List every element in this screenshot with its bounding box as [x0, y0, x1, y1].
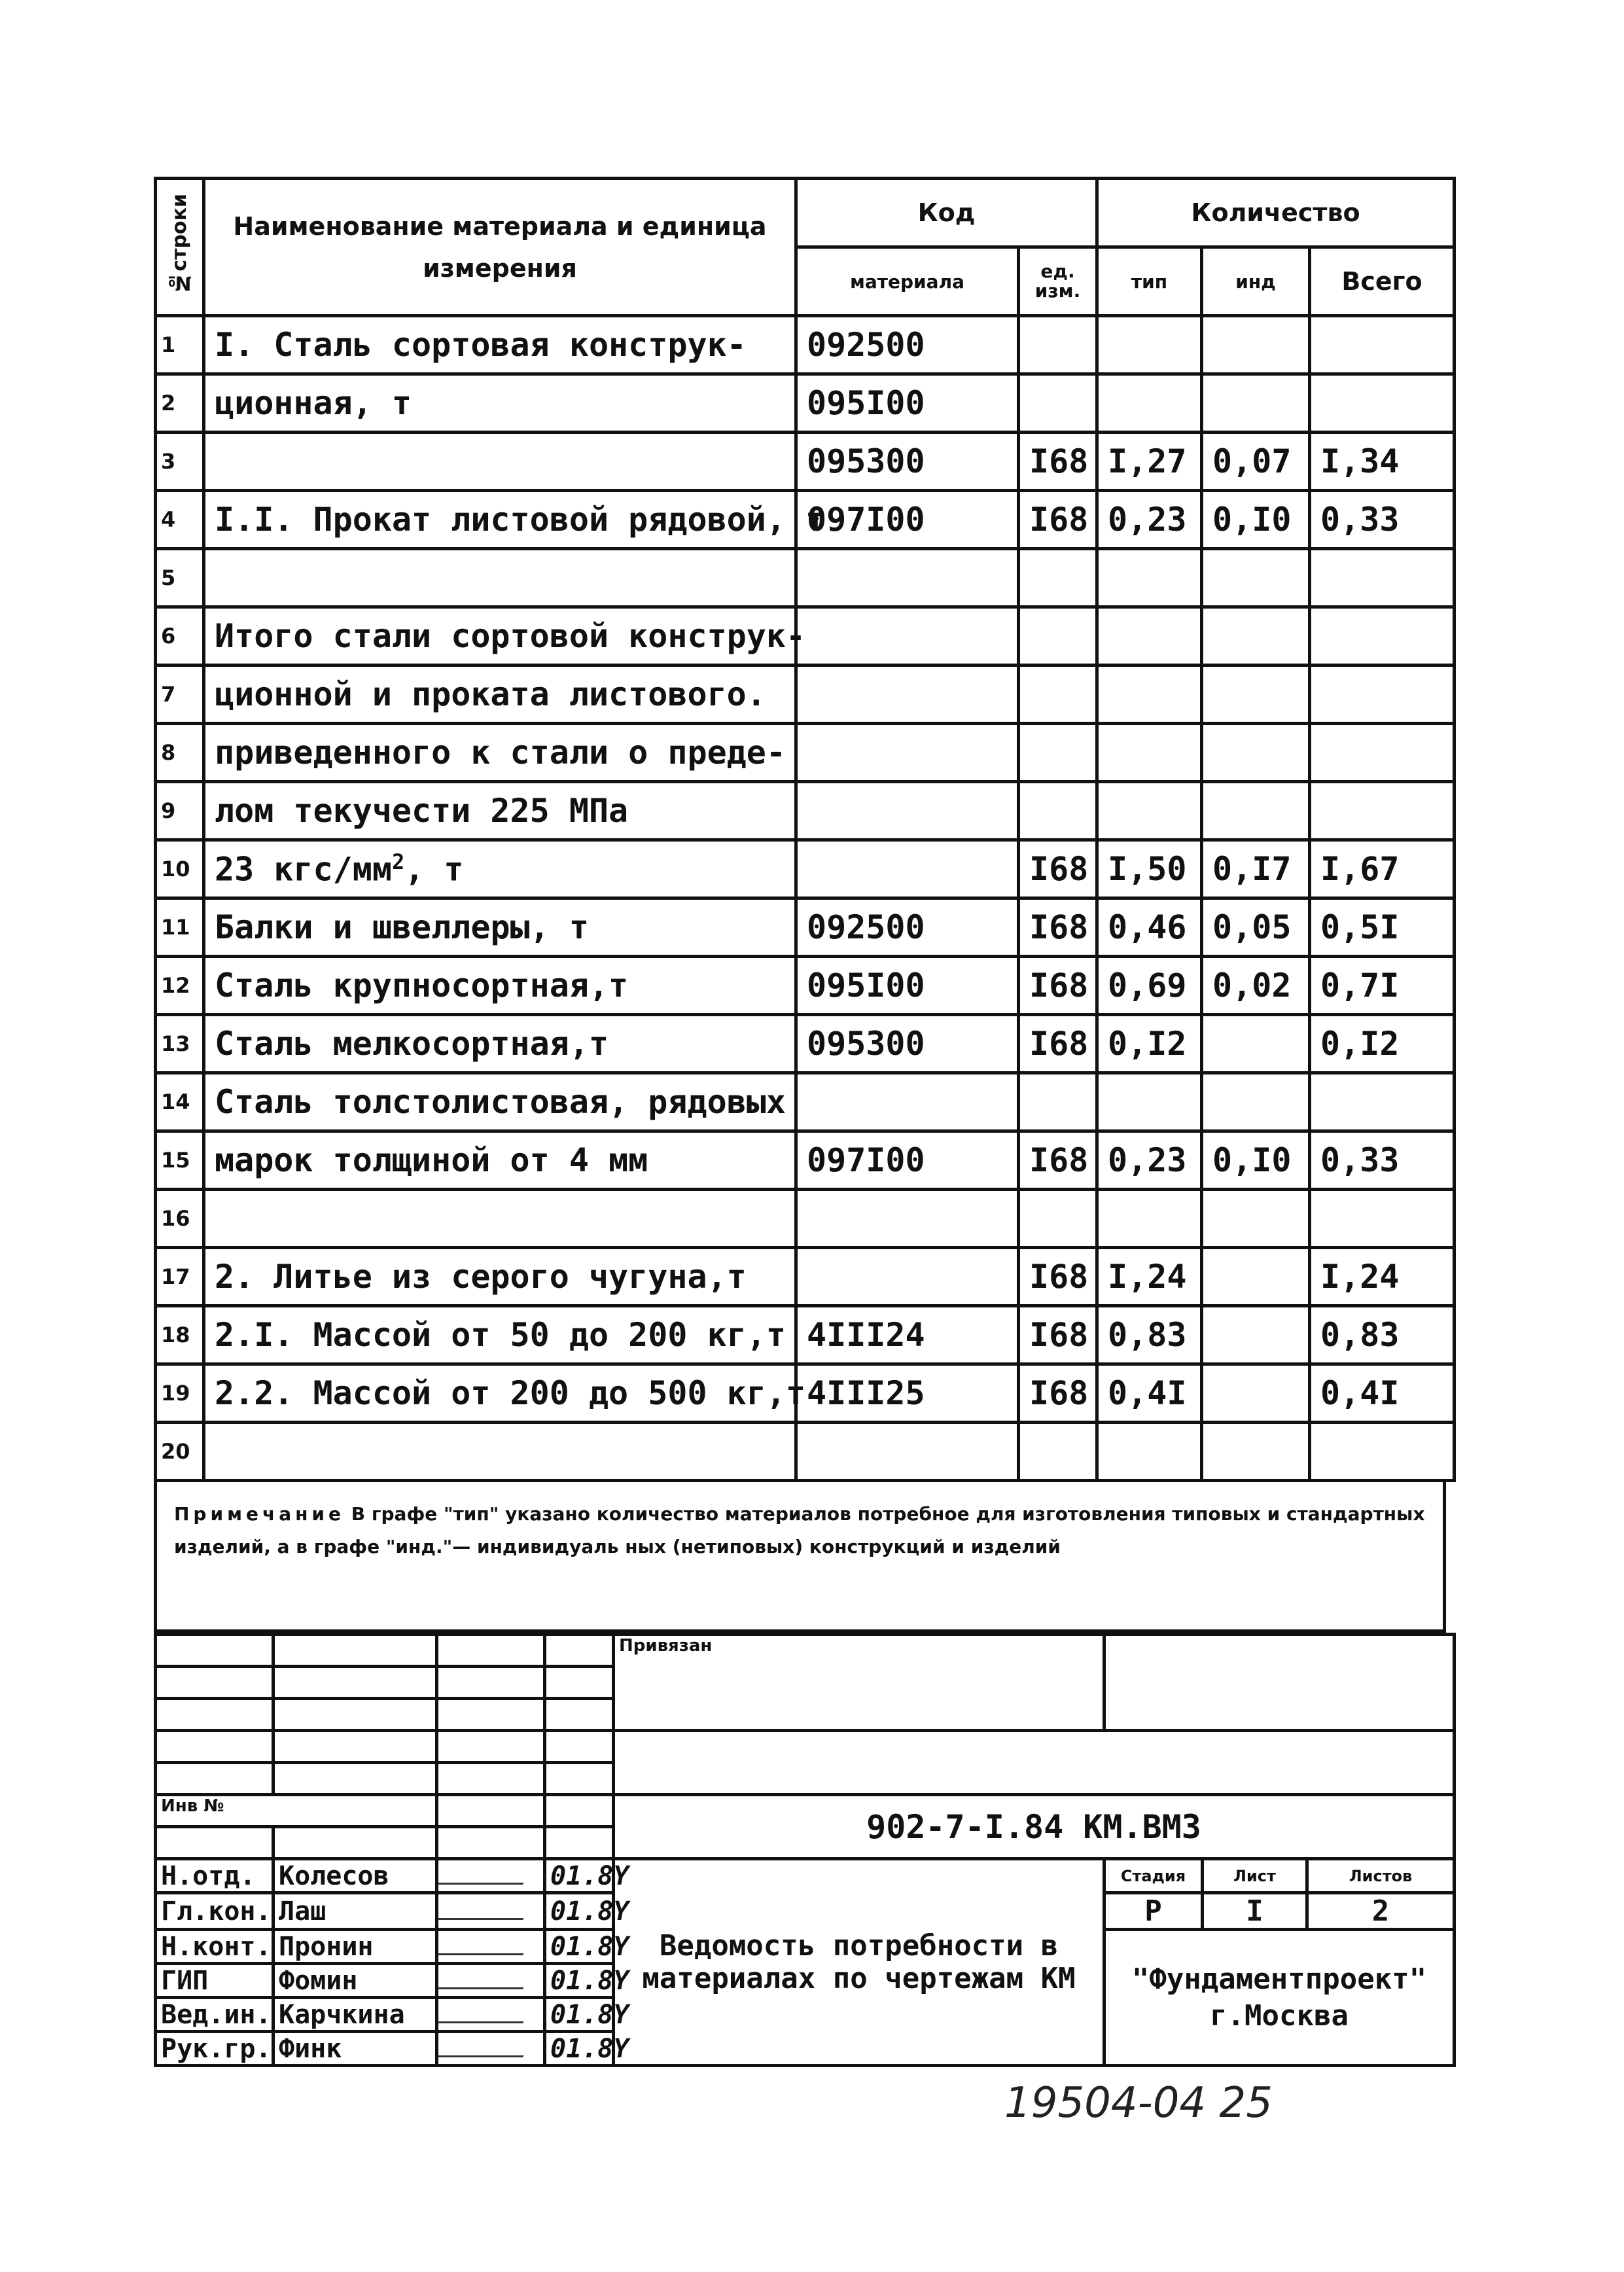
row-total: 0,5I: [1310, 898, 1455, 957]
row-name: [204, 549, 796, 607]
doc-code: 902-7-I.84 КМ.ВМ3: [614, 1795, 1455, 1859]
row-ind: [1202, 1248, 1310, 1306]
table-row: [156, 1015, 1455, 1073]
title-block: [154, 1633, 1456, 2067]
header-code: Код: [796, 179, 1097, 247]
row-ind: [1202, 607, 1310, 666]
sheets-value: 2: [1307, 1893, 1455, 1930]
row-unit: [1019, 374, 1097, 433]
row-total: [1310, 782, 1455, 840]
row-total: 0,7I: [1310, 957, 1455, 1015]
row-number: 11: [156, 898, 204, 957]
table-row: [156, 666, 1455, 724]
row-ind: 0,I7: [1202, 840, 1310, 898]
row-ind: [1202, 1423, 1310, 1481]
row-total: 0,33: [1310, 1131, 1455, 1190]
table-row: [156, 1131, 1455, 1190]
row-ind: [1202, 1073, 1310, 1131]
sheets-label: Листов: [1307, 1859, 1455, 1893]
sign-date: 01.8Y: [545, 1893, 614, 1930]
table-row: [156, 957, 1455, 1015]
row-name: [204, 840, 796, 898]
row-total: 0,33: [1310, 491, 1455, 549]
row-unit: [1019, 549, 1097, 607]
signature-cell: [437, 1930, 545, 1964]
table-row: [156, 1306, 1455, 1364]
row-name: 2.I. Массой от 50 до 200 кг,т: [204, 1306, 796, 1364]
row-unit: I68: [1019, 957, 1097, 1015]
row-tip: [1097, 607, 1202, 666]
row-code: [796, 840, 1019, 898]
row-name: ционная, т: [204, 374, 796, 433]
row-ind: 0,07: [1202, 433, 1310, 491]
row-name: лом текучести 225 МПа: [204, 782, 796, 840]
row-name: I. Сталь сортовая конструк-: [204, 316, 796, 374]
row-code: [796, 1073, 1019, 1131]
row-total: [1310, 724, 1455, 782]
sheet-label: Лист: [1203, 1859, 1307, 1893]
row-code: 095I00: [796, 957, 1019, 1015]
row-code: 095300: [796, 433, 1019, 491]
row-unit: I68: [1019, 898, 1097, 957]
signer-role: ГИП: [156, 1964, 274, 1998]
header-name: Наименование материала и единица измерения: [204, 179, 796, 316]
signer-role: Н.отд.: [156, 1859, 274, 1893]
privyazan-field: [1104, 1635, 1455, 1731]
row-ind: [1202, 374, 1310, 433]
row-total: [1310, 316, 1455, 374]
row-total: 0,I2: [1310, 1015, 1455, 1073]
row-code: 095I00: [796, 374, 1019, 433]
row-name: I.I. Прокат листовой рядовой, т: [204, 491, 796, 549]
signature-mark: [438, 1931, 531, 1955]
row-code: [796, 1423, 1019, 1481]
row-number: 9: [156, 782, 204, 840]
signer-name: Колесов: [274, 1859, 437, 1893]
row-number: 12: [156, 957, 204, 1015]
row-ind: 0,I0: [1202, 491, 1310, 549]
row-tip: 0,4I: [1097, 1364, 1202, 1423]
privyazan-label: Привязан: [614, 1635, 1104, 1731]
row-unit: [1019, 1073, 1097, 1131]
row-ind: [1202, 316, 1310, 374]
stamp-blank: [614, 1731, 1455, 1795]
sign-date: 01.8Y: [545, 1930, 614, 1964]
sign-date: 01.8Y: [545, 2032, 614, 2066]
row-code: 092500: [796, 898, 1019, 957]
table-row: [156, 1073, 1455, 1131]
row-tip: 0,83: [1097, 1306, 1202, 1364]
row-unit: I68: [1019, 433, 1097, 491]
signer-name: Финк: [274, 2032, 437, 2066]
table-row: [156, 724, 1455, 782]
row-tip: [1097, 316, 1202, 374]
signatures-body: [156, 1859, 1455, 2066]
row-tip: 0,23: [1097, 491, 1202, 549]
row-name-tail: , т: [404, 850, 464, 889]
table-header-row: [156, 179, 1455, 247]
row-name: [204, 1423, 796, 1481]
sign-date: 01.8Y: [545, 1964, 614, 1998]
sign-date: 01.8Y: [545, 1998, 614, 2032]
row-total: I,24: [1310, 1248, 1455, 1306]
signer-role: Вед.ин.: [156, 1998, 274, 2032]
row-code: 4III25: [796, 1364, 1019, 1423]
row-tip: [1097, 549, 1202, 607]
header-row-no: №строки: [156, 179, 204, 316]
table-row: [156, 1364, 1455, 1423]
row-ind: [1202, 1190, 1310, 1248]
row-number: 18: [156, 1306, 204, 1364]
row-number: 16: [156, 1190, 204, 1248]
row-ind: [1202, 1364, 1310, 1423]
row-unit: [1019, 724, 1097, 782]
row-ind: [1202, 724, 1310, 782]
row-code: 092500: [796, 316, 1019, 374]
row-number: 2: [156, 374, 204, 433]
row-code: [796, 607, 1019, 666]
header-unit: ед. изм.: [1019, 247, 1097, 316]
stage-label: Стадия: [1104, 1859, 1203, 1893]
row-total: 0,4I: [1310, 1364, 1455, 1423]
row-name: Сталь крупносортная,т: [204, 957, 796, 1015]
row-total: [1310, 607, 1455, 666]
sheet-value: I: [1203, 1893, 1307, 1930]
row-name: Сталь толстолистовая, рядовых: [204, 1073, 796, 1131]
row-tip: 0,23: [1097, 1131, 1202, 1190]
row-total: [1310, 1423, 1455, 1481]
table-row: [156, 491, 1455, 549]
table-body: [156, 316, 1455, 1481]
row-code: 095300: [796, 1015, 1019, 1073]
signer-name: Пронин: [274, 1930, 437, 1964]
row-number: 14: [156, 1073, 204, 1131]
row-number: 13: [156, 1015, 204, 1073]
note-block: [154, 1482, 1446, 1633]
row-tip: [1097, 724, 1202, 782]
signer-name: Карчкина: [274, 1998, 437, 2032]
row-total: I,67: [1310, 840, 1455, 898]
table-row: [156, 1248, 1455, 1306]
signature-mark: [438, 2033, 531, 2057]
row-ind: [1202, 666, 1310, 724]
row-ind: [1202, 782, 1310, 840]
row-ind: 0,05: [1202, 898, 1310, 957]
table-row: [156, 1423, 1455, 1481]
row-tip: I,27: [1097, 433, 1202, 491]
row-code: [796, 666, 1019, 724]
row-unit: I68: [1019, 491, 1097, 549]
row-unit: I68: [1019, 1015, 1097, 1073]
header-ind: инд: [1202, 247, 1310, 316]
row-name: [204, 433, 796, 491]
header-material: материала: [796, 247, 1019, 316]
row-name: 2.2. Массой от 200 до 500 кг,т: [204, 1364, 796, 1423]
row-name: приведенного к стали о преде-: [204, 724, 796, 782]
row-unit: I68: [1019, 840, 1097, 898]
row-unit: [1019, 1423, 1097, 1481]
row-number: 20: [156, 1423, 204, 1481]
table-row: [156, 840, 1455, 898]
row-number: 19: [156, 1364, 204, 1423]
row-name: Итого стали сортовой конструк-: [204, 607, 796, 666]
stage-value: Р: [1104, 1893, 1203, 1930]
row-unit: [1019, 316, 1097, 374]
row-number: 4: [156, 491, 204, 549]
row-code: [796, 1248, 1019, 1306]
signature-mark: [438, 1965, 531, 1989]
doc-title: Ведомость потребности в материалах по чертежам КМ: [614, 1859, 1104, 2066]
row-name: 2. Литье из серого чугуна,т: [204, 1248, 796, 1306]
row-tip: 0,I2: [1097, 1015, 1202, 1073]
row-name-text: 23 кгс/мм: [215, 850, 392, 889]
row-unit: [1019, 1190, 1097, 1248]
row-ind: 0,02: [1202, 957, 1310, 1015]
signature-cell: [437, 2032, 545, 2066]
row-tip: [1097, 1423, 1202, 1481]
row-total: [1310, 374, 1455, 433]
row-tip: [1097, 1190, 1202, 1248]
inv-label: Инв №: [156, 1795, 437, 1827]
row-unit: I68: [1019, 1364, 1097, 1423]
row-unit: [1019, 607, 1097, 666]
row-tip: [1097, 374, 1202, 433]
row-code: 4III24: [796, 1306, 1019, 1364]
row-number: 10: [156, 840, 204, 898]
row-tip: [1097, 666, 1202, 724]
row-number: 3: [156, 433, 204, 491]
signature-mark: [438, 1896, 531, 1920]
signature-cell: [437, 1964, 545, 1998]
signer-role: Рук.гр.: [156, 2032, 274, 2066]
signature-row: [156, 1859, 1455, 1893]
signature-cell: [437, 1859, 545, 1893]
row-name: Балки и швеллеры, т: [204, 898, 796, 957]
row-ind: [1202, 549, 1310, 607]
row-tip: [1097, 782, 1202, 840]
table-row: [156, 782, 1455, 840]
row-number: 1: [156, 316, 204, 374]
table-row: [156, 374, 1455, 433]
note-lead: Примечание: [174, 1503, 345, 1525]
row-number: 8: [156, 724, 204, 782]
materials-table: [154, 177, 1456, 1482]
row-code: 097I00: [796, 491, 1019, 549]
document-sheet: [154, 177, 1453, 2127]
row-name-sup: 2: [391, 849, 405, 875]
row-ind: 0,I0: [1202, 1131, 1310, 1190]
row-code: [796, 724, 1019, 782]
row-total: [1310, 666, 1455, 724]
row-tip: 0,46: [1097, 898, 1202, 957]
sign-date: 01.8Y: [545, 1859, 614, 1893]
row-number: 15: [156, 1131, 204, 1190]
row-tip: I,50: [1097, 840, 1202, 898]
header-total: Всего: [1310, 247, 1455, 316]
row-name: ционной и проката листового.: [204, 666, 796, 724]
row-tip: 0,69: [1097, 957, 1202, 1015]
signature-mark: [438, 1999, 531, 2023]
note-text: В графе "тип" указано количество материалов потребное для изготовления типовых и стандартных изделий, а в графе "инд."— индивидуаль ных (нетиповых) конструкций и изделий: [174, 1503, 1425, 1557]
row-ind: [1202, 1015, 1310, 1073]
row-number: 6: [156, 607, 204, 666]
footer-number: 19504-04 25: [1004, 2079, 1273, 2127]
row-unit: I68: [1019, 1248, 1097, 1306]
row-name: марок толщиной от 4 мм: [204, 1131, 796, 1190]
row-name: Сталь мелкосортная,т: [204, 1015, 796, 1073]
row-tip: I,24: [1097, 1248, 1202, 1306]
table-row: [156, 1190, 1455, 1248]
table-row: [156, 316, 1455, 374]
row-total: [1310, 549, 1455, 607]
row-name: [204, 1190, 796, 1248]
row-total: [1310, 1190, 1455, 1248]
row-unit: I68: [1019, 1306, 1097, 1364]
row-total: [1310, 1073, 1455, 1131]
organization: "Фундаментпроект" г.Москва: [1104, 1930, 1455, 2066]
table-row: [156, 607, 1455, 666]
signature-mark: [438, 1860, 531, 1885]
table-row: [156, 549, 1455, 607]
signature-cell: [437, 1998, 545, 2032]
table-row: [156, 433, 1455, 491]
signature-cell: [437, 1893, 545, 1930]
row-unit: [1019, 782, 1097, 840]
row-code: 097I00: [796, 1131, 1019, 1190]
row-code: [796, 549, 1019, 607]
row-number: 5: [156, 549, 204, 607]
signer-name: Лаш: [274, 1893, 437, 1930]
row-ind: [1202, 1306, 1310, 1364]
table-row: [156, 898, 1455, 957]
signer-role: Н.конт.: [156, 1930, 274, 1964]
row-code: [796, 1190, 1019, 1248]
signer-name: Фомин: [274, 1964, 437, 1998]
row-tip: [1097, 1073, 1202, 1131]
signer-role: Гл.кон.: [156, 1893, 274, 1930]
header-quantity: Количество: [1097, 179, 1455, 247]
row-code: [796, 782, 1019, 840]
row-total: I,34: [1310, 433, 1455, 491]
row-total: 0,83: [1310, 1306, 1455, 1364]
row-unit: [1019, 666, 1097, 724]
row-unit: I68: [1019, 1131, 1097, 1190]
row-number: 17: [156, 1248, 204, 1306]
header-tip: тип: [1097, 247, 1202, 316]
row-number: 7: [156, 666, 204, 724]
